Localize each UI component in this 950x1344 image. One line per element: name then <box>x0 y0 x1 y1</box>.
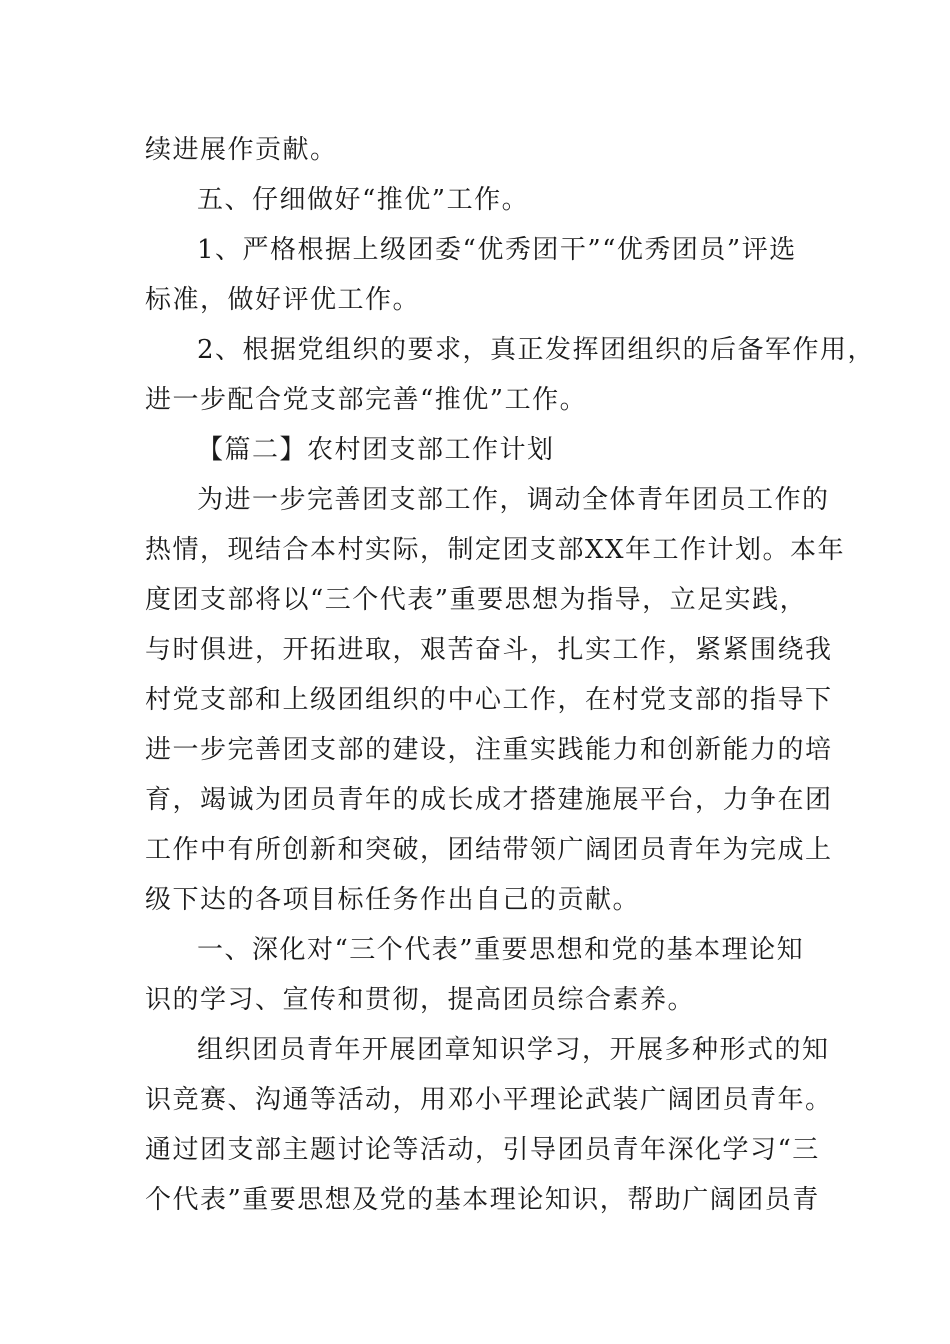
text-line: 级下达的各项目标任务作出自己的贡献。 <box>145 885 641 915</box>
text-line: 村党支部和上级团组织的中心工作，在村党支部的指导下 <box>145 685 833 715</box>
text-line: 育，竭诚为团员青年的成长成才搭建施展平台，力争在团 <box>145 785 833 815</box>
text-line: 工作中有所创新和突破，团结带领广阔团员青年为完成上 <box>145 835 833 865</box>
text-line: 度团支部将以“三个代表”重要思想为指导，立足实践， <box>145 585 808 615</box>
text-line: 与时俱进，开拓进取，艰苦奋斗，扎实工作，紧紧围绕我 <box>145 635 833 665</box>
text-line: 进一步配合党支部完善“推优”工作。 <box>145 385 588 415</box>
text-line: 为进一步完善团支部工作，调动全体青年团员工作的 <box>197 485 830 515</box>
text-line: 热情，现结合本村实际，制定团支部XX年工作计划。本年 <box>145 535 846 565</box>
section-heading: 一、深化对“三个代表”重要思想和党的基本理论知 <box>197 935 805 965</box>
text-line: 标准，做好评优工作。 <box>145 285 421 315</box>
chapter-title: 【篇二】农村团支部工作计划 <box>197 435 555 465</box>
section-heading: 五、仔细做好“推优”工作。 <box>197 185 530 215</box>
text-line: 识竞赛、沟通等活动，用邓小平理论武装广阔团员青年。 <box>145 1085 833 1115</box>
text-line: 续进展作贡献。 <box>145 135 338 165</box>
text-line: 组织团员青年开展团章知识学习，开展多种形式的知 <box>197 1035 830 1065</box>
text-line: 通过团支部主题讨论等活动，引导团员青年深化学习“三 <box>145 1135 820 1165</box>
text-line: 2、根据党组织的要求，真正发挥团组织的后备军作用， <box>197 335 876 365</box>
text-line: 识的学习、宣传和贯彻，提高团员综合素养。 <box>145 985 696 1015</box>
text-line: 1、严格根据上级团委“优秀团干”“优秀团员”评选 <box>197 235 797 265</box>
text-line: 进一步完善团支部的建设，注重实践能力和创新能力的培 <box>145 735 833 765</box>
text-line: 个代表”重要思想及党的基本理论知识，帮助广阔团员青 <box>145 1185 820 1215</box>
